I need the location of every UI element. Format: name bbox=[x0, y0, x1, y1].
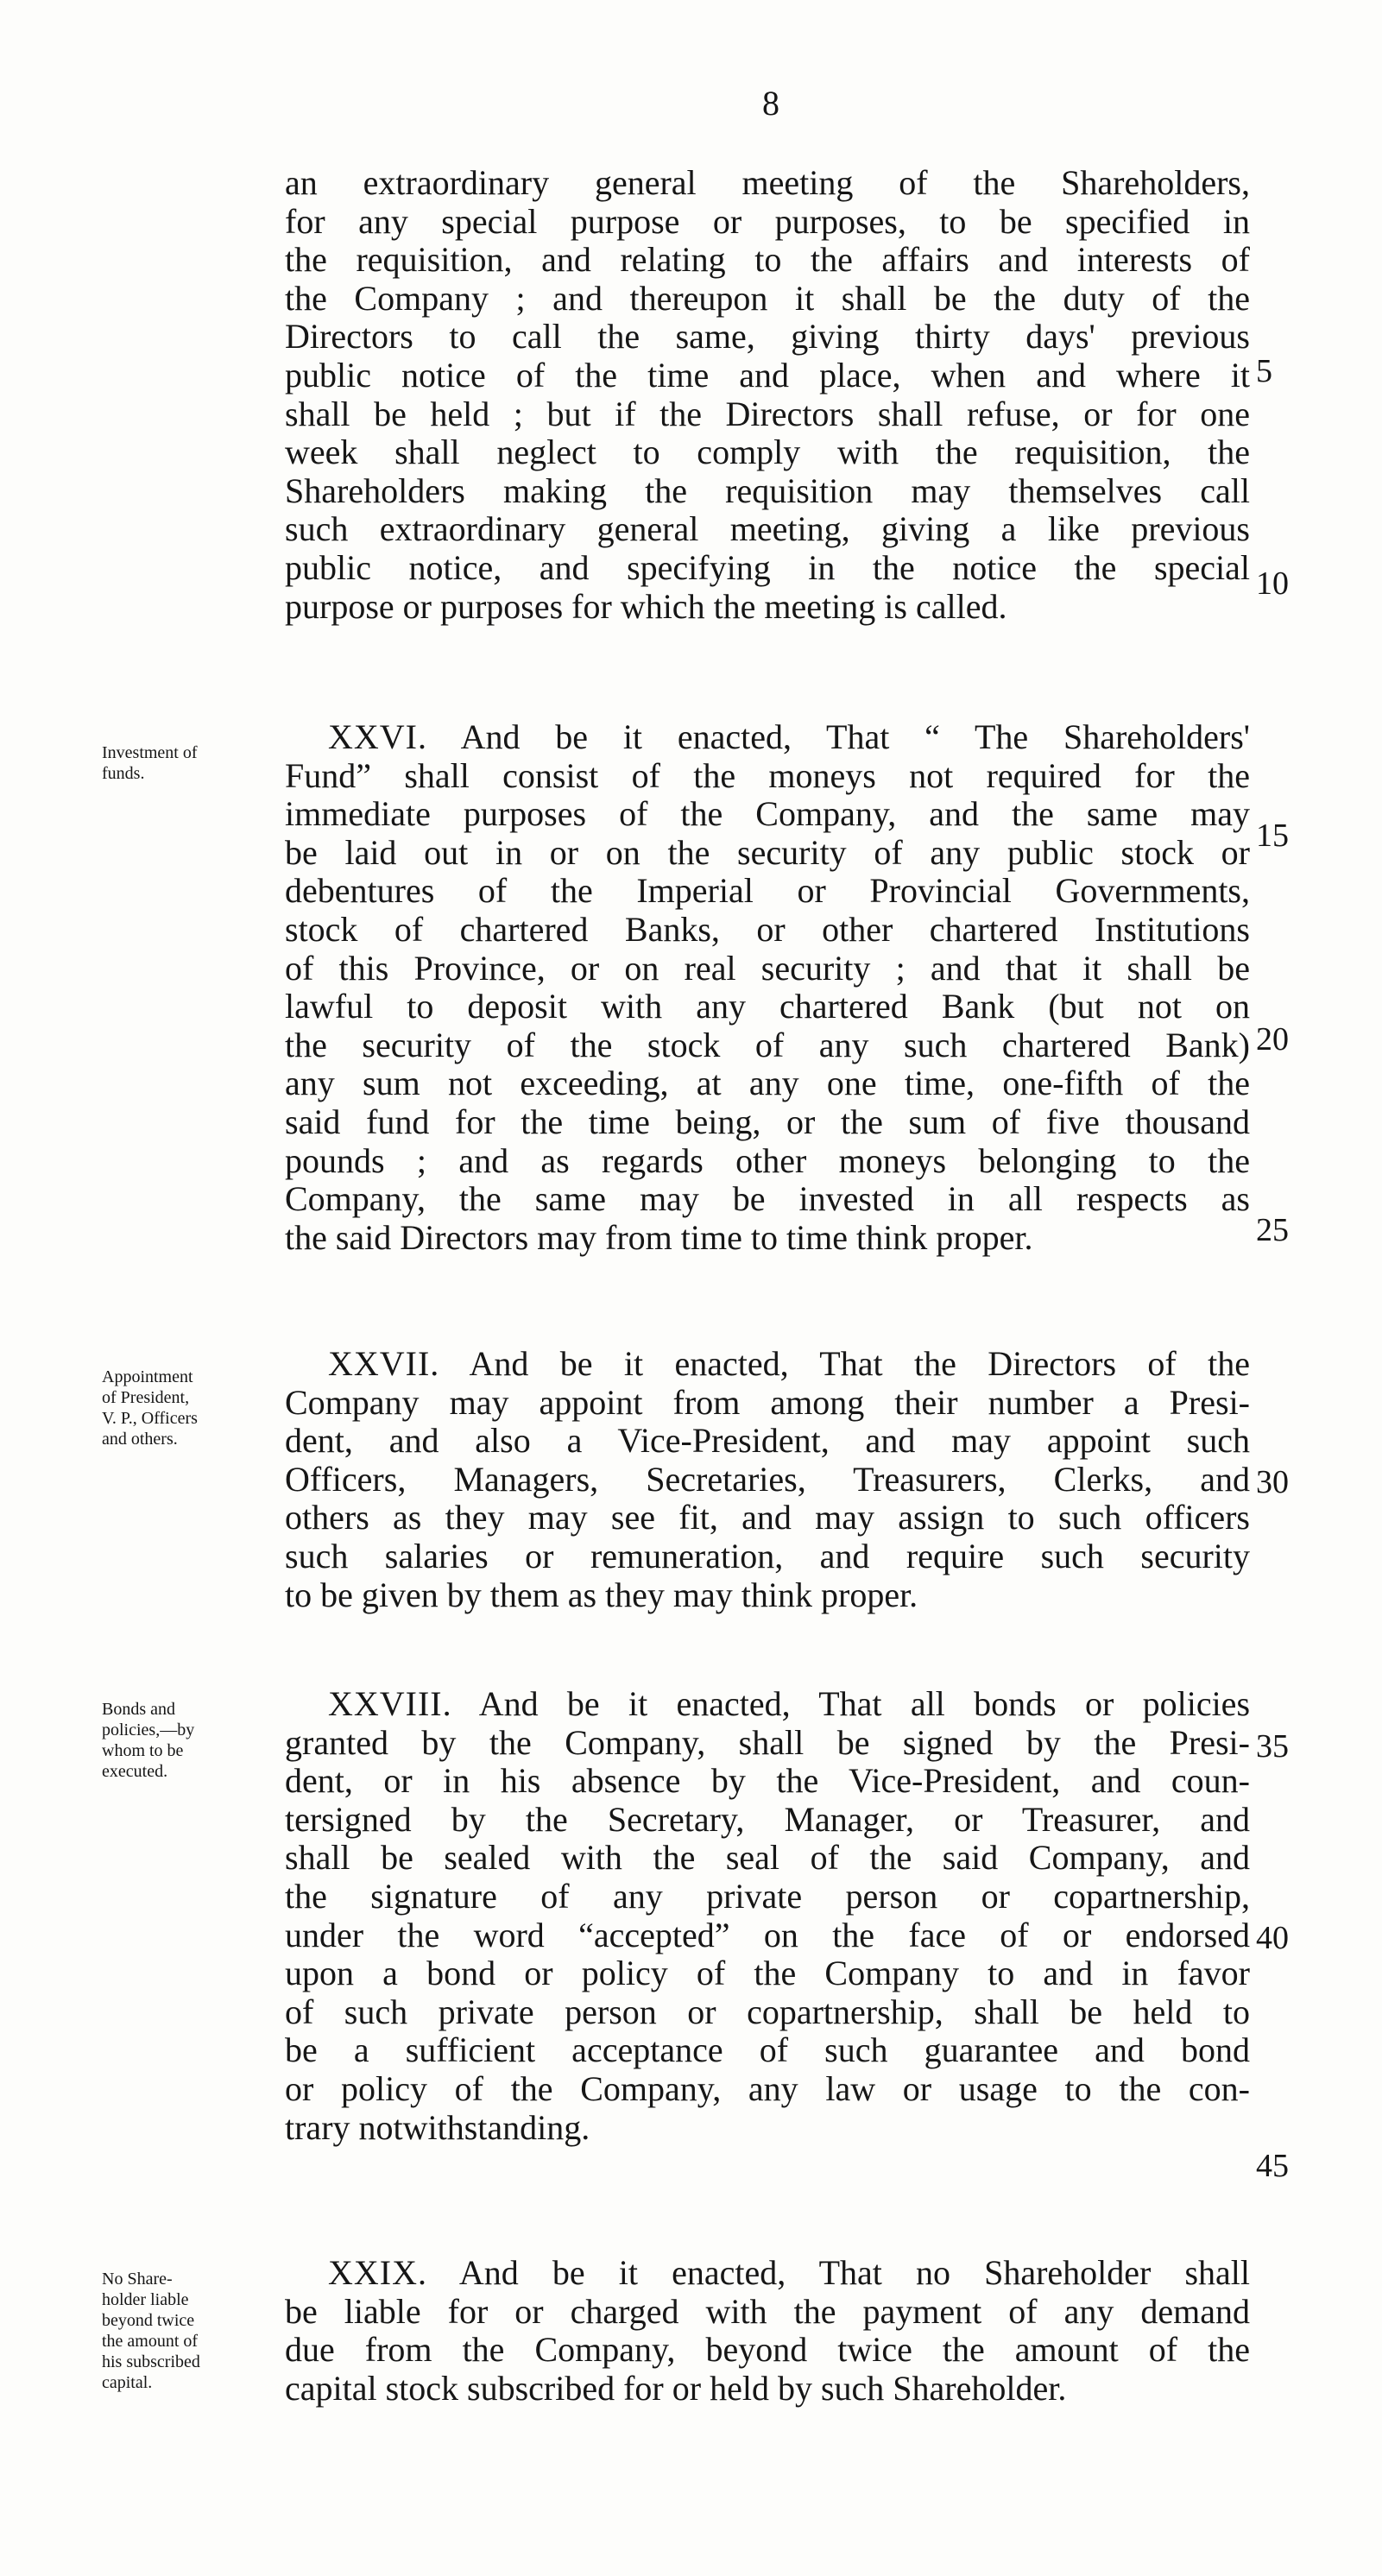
text-line: an extraordinary general meeting of the Shareholders, bbox=[285, 163, 1250, 202]
text-line: immediate purposes of the Company, and the same may bbox=[285, 794, 1250, 834]
section-number: XXIX. bbox=[328, 2253, 427, 2292]
text-line: granted by the Company, shall be signed by the Presi- bbox=[285, 1722, 1250, 1762]
text-line: purpose or purposes for which the meeting is called. bbox=[285, 586, 1007, 626]
section-xxix bbox=[285, 2254, 1250, 2408]
text-line: And be it enacted, That all bonds or policies bbox=[478, 1684, 1251, 1723]
text-line: And be it enacted, That “ The Shareholders' bbox=[460, 717, 1250, 756]
margin-note-line: whom to be bbox=[102, 1741, 184, 1760]
text-line: for any special purpose or purposes, to be specified in bbox=[285, 201, 1250, 241]
text-line: Company may appoint from among their number a Presi- bbox=[285, 1382, 1250, 1422]
text-line: due from the Company, beyond twice the amount of the bbox=[285, 2330, 1250, 2370]
text-line: shall be held ; but if the Directors shall refuse, or for one bbox=[285, 394, 1250, 433]
section-xxviii bbox=[285, 1685, 1250, 2147]
section-heading-line bbox=[285, 2254, 1250, 2293]
margin-note-line: capital. bbox=[102, 2373, 153, 2392]
margin-note-line: policies,—by bbox=[102, 1720, 195, 1739]
section-heading-line bbox=[285, 718, 1250, 757]
text-line: the said Directors may from time to time think proper. bbox=[285, 1217, 1033, 1257]
margin-note-line: and others. bbox=[102, 1430, 178, 1449]
line-number: 20 bbox=[1256, 1021, 1289, 1058]
line-number: 35 bbox=[1256, 1728, 1289, 1765]
text-line: the signature of any private person or copartnership, bbox=[285, 1876, 1250, 1916]
text-line: Company, the same may be invested in all respects as bbox=[285, 1179, 1250, 1219]
line-number: 45 bbox=[1256, 2148, 1289, 2184]
margin-note-appointment-of-officers bbox=[102, 1367, 275, 1449]
margin-note-line: funds. bbox=[102, 764, 145, 783]
text-line: of this Province, or on real security ; and that it shall be bbox=[285, 948, 1250, 988]
text-line: upon a bond or policy of the Company to and in favor bbox=[285, 1954, 1250, 1993]
text-line: be liable for or charged with the payment of any demand bbox=[285, 2291, 1250, 2331]
text-line: such salaries or remuneration, and require such security bbox=[285, 1536, 1250, 1575]
line-number: 30 bbox=[1256, 1464, 1289, 1500]
text-line: the Company ; and thereupon it shall be the duty of the bbox=[285, 278, 1250, 318]
margin-note-line: his subscribed bbox=[102, 2352, 200, 2371]
text-line: trary notwithstanding. bbox=[285, 2107, 590, 2147]
text-line: week shall neglect to comply with the requisition, the bbox=[285, 432, 1250, 472]
margin-note-line: No Share- bbox=[102, 2270, 173, 2289]
text-line: the requisition, and relating to the affairs and interests of bbox=[285, 240, 1250, 280]
text-line: be a sufficient acceptance of such guarantee and bond bbox=[285, 2030, 1250, 2070]
text-line: Fund” shall consist of the moneys not required for the bbox=[285, 755, 1250, 795]
text-line: any sum not exceeding, at any one time, one-fifth of the bbox=[285, 1064, 1250, 1103]
line-number: 40 bbox=[1256, 1920, 1289, 1956]
section-heading-line bbox=[285, 1345, 1250, 1384]
text-line: dent, and also a Vice-President, and may appoint such bbox=[285, 1421, 1250, 1461]
line-number: 10 bbox=[1256, 565, 1289, 602]
text-line: pounds ; and as regards other moneys belonging to the bbox=[285, 1140, 1250, 1180]
text-line: to be given by them as they may think proper. bbox=[285, 1575, 918, 1614]
text-line: stock of chartered Banks, or other chartered Institutions bbox=[285, 909, 1250, 949]
text-line: Shareholders making the requisition may themselves call bbox=[285, 470, 1250, 510]
paragraph-continuation bbox=[285, 164, 1250, 626]
text-line: And be it enacted, That the Directors of the bbox=[469, 1344, 1250, 1383]
page-number: 8 bbox=[762, 84, 779, 123]
section-heading-line bbox=[285, 1685, 1250, 1724]
section-number: XXVII. bbox=[328, 1344, 440, 1383]
text-line: shall be sealed with the seal of the said Company, and bbox=[285, 1838, 1250, 1878]
text-line: such extraordinary general meeting, giving a like previous bbox=[285, 509, 1250, 549]
text-line: public notice of the time and place, when and where it bbox=[285, 355, 1250, 395]
text-line: others as they may see fit, and may assign to such officers bbox=[285, 1498, 1250, 1537]
margin-note-investment-of-funds bbox=[102, 742, 275, 784]
margin-note-line: the amount of bbox=[102, 2332, 199, 2351]
text-line: Directors to call the same, giving thirty days' previous bbox=[285, 317, 1250, 357]
line-number: 15 bbox=[1256, 818, 1289, 854]
text-line: or policy of the Company, any law or usage to the con- bbox=[285, 2068, 1250, 2108]
section-xxvii bbox=[285, 1345, 1250, 1614]
margin-note-line: Investment of bbox=[102, 743, 198, 762]
margin-note-line: executed. bbox=[102, 1762, 168, 1781]
section-xxvi bbox=[285, 718, 1250, 1257]
section-number: XXVI. bbox=[328, 717, 427, 756]
text-line: said fund for the time being, or the sum of five thousand bbox=[285, 1102, 1250, 1141]
text-line: Officers, Managers, Secretaries, Treasurers, Clerks, and bbox=[285, 1459, 1250, 1499]
margin-note-line: holder liable bbox=[102, 2290, 189, 2309]
section-number: XXVIII. bbox=[328, 1684, 452, 1723]
text-line: under the word “accepted” on the face of or endorsed bbox=[285, 1915, 1250, 1954]
margin-note-line: Appointment bbox=[102, 1367, 193, 1386]
text-line: And be it enacted, That no Shareholder shall bbox=[458, 2253, 1250, 2292]
text-line: tersigned by the Secretary, Manager, or Treasurer, and bbox=[285, 1799, 1250, 1839]
text-line: dent, or in his absence by the Vice-President, and coun- bbox=[285, 1761, 1250, 1801]
margin-note-line: V. P., Officers bbox=[102, 1409, 198, 1428]
line-number: 5 bbox=[1256, 353, 1272, 389]
margin-note-shareholder-liability bbox=[102, 2269, 275, 2393]
margin-note-line: beyond twice bbox=[102, 2311, 195, 2330]
margin-note-line: of President, bbox=[102, 1388, 190, 1407]
text-line: of such private person or copartnership, shall be held to bbox=[285, 1992, 1250, 2031]
text-line: lawful to deposit with any chartered Bank (but not on bbox=[285, 987, 1250, 1026]
text-line: debentures of the Imperial or Provincial Governments, bbox=[285, 871, 1250, 911]
margin-note-bonds-and-policies bbox=[102, 1699, 275, 1782]
margin-note-line: Bonds and bbox=[102, 1700, 175, 1719]
text-line: public notice, and specifying in the notice the special bbox=[285, 547, 1250, 587]
text-line: the security of the stock of any such chartered Bank) bbox=[285, 1025, 1250, 1064]
text-line: be laid out in or on the security of any public stock or bbox=[285, 832, 1250, 872]
line-number: 25 bbox=[1256, 1212, 1289, 1248]
text-line: capital stock subscribed for or held by such Shareholder. bbox=[285, 2368, 1067, 2408]
